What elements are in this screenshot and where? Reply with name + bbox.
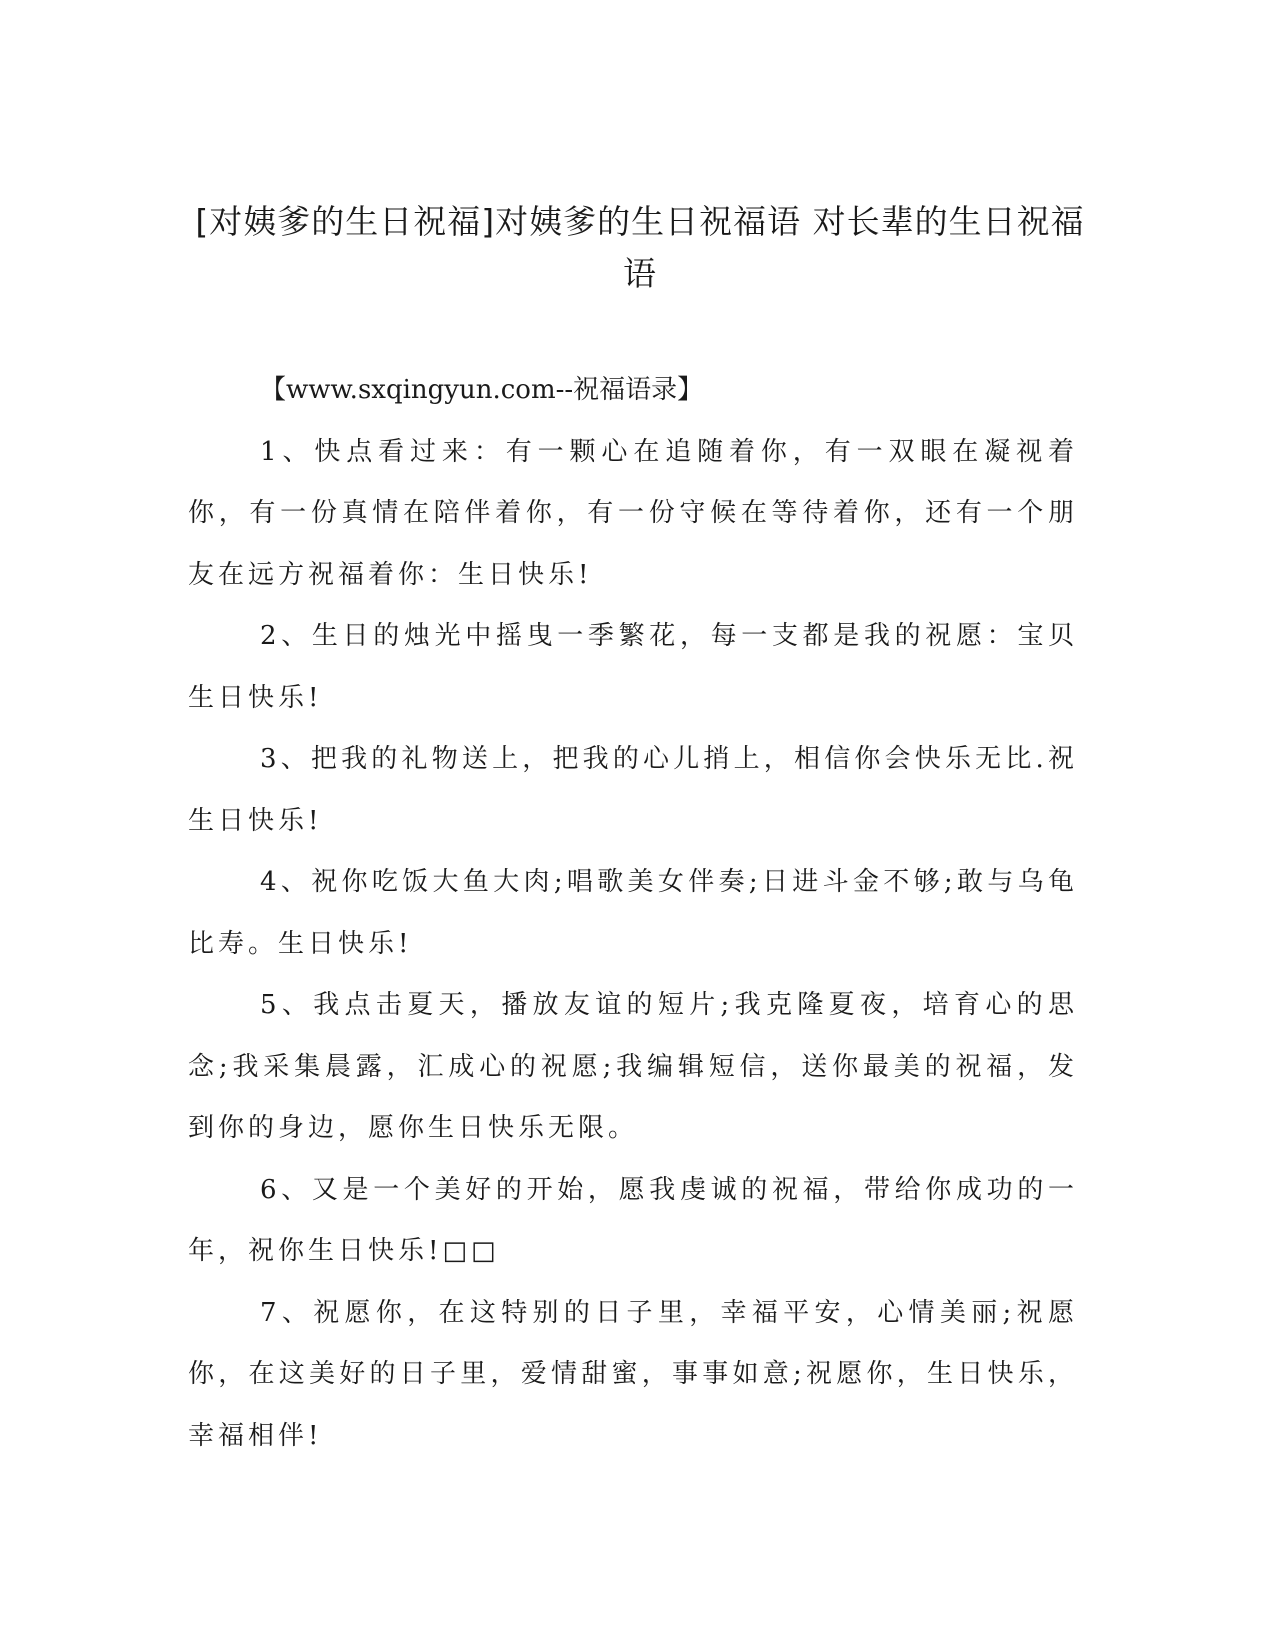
paragraph-7: 7、祝愿你，在这特别的日子里，幸福平安，心情美丽;祝愿你，在这美好的日子里，爱情甜蜜，事事如意;祝愿你，生日快乐，幸福相伴! — [188, 1297, 1078, 1451]
page-title: [对姨爹的生日祝福]对姨爹的生日祝福语 对长辈的生日祝福语 — [195, 202, 1085, 293]
paragraph-2: 2、生日的烛光中摇曳一季繁花，每一支都是我的祝愿：宝贝生日快乐! — [188, 621, 1078, 713]
paragraph-1: 1、快点看过来：有一颗心在追随着你，有一双眼在凝视着你，有一份真情在陪伴着你，有一份守候在等待着你，还有一个朋友在远方祝福着你：生日快乐! — [188, 436, 1078, 590]
paragraph-6: 6、又是一个美好的开始，愿我虔诚的祝福，带给你成功的一年，祝你生日快乐!□□ — [188, 1174, 1078, 1266]
paragraph-5: 5、我点击夏天，播放友谊的短片;我克隆夏夜，培育心的思念;我采集晨露，汇成心的祝愿;我编辑短信，送你最美的祝福，发到你的身边，愿你生日快乐无限。 — [188, 990, 1078, 1143]
paragraph-4: 4、祝你吃饭大鱼大肉;唱歌美女伴奏;日进斗金不够;敢与乌龟比寿。生日快乐! — [188, 867, 1078, 959]
document-body — [188, 360, 1078, 1467]
paragraph-3: 3、把我的礼物送上，把我的心儿捎上，相信你会快乐无比.祝生日快乐! — [188, 744, 1078, 836]
source-line: 【www.sxqingyun.com--祝福语录】 — [260, 375, 704, 405]
